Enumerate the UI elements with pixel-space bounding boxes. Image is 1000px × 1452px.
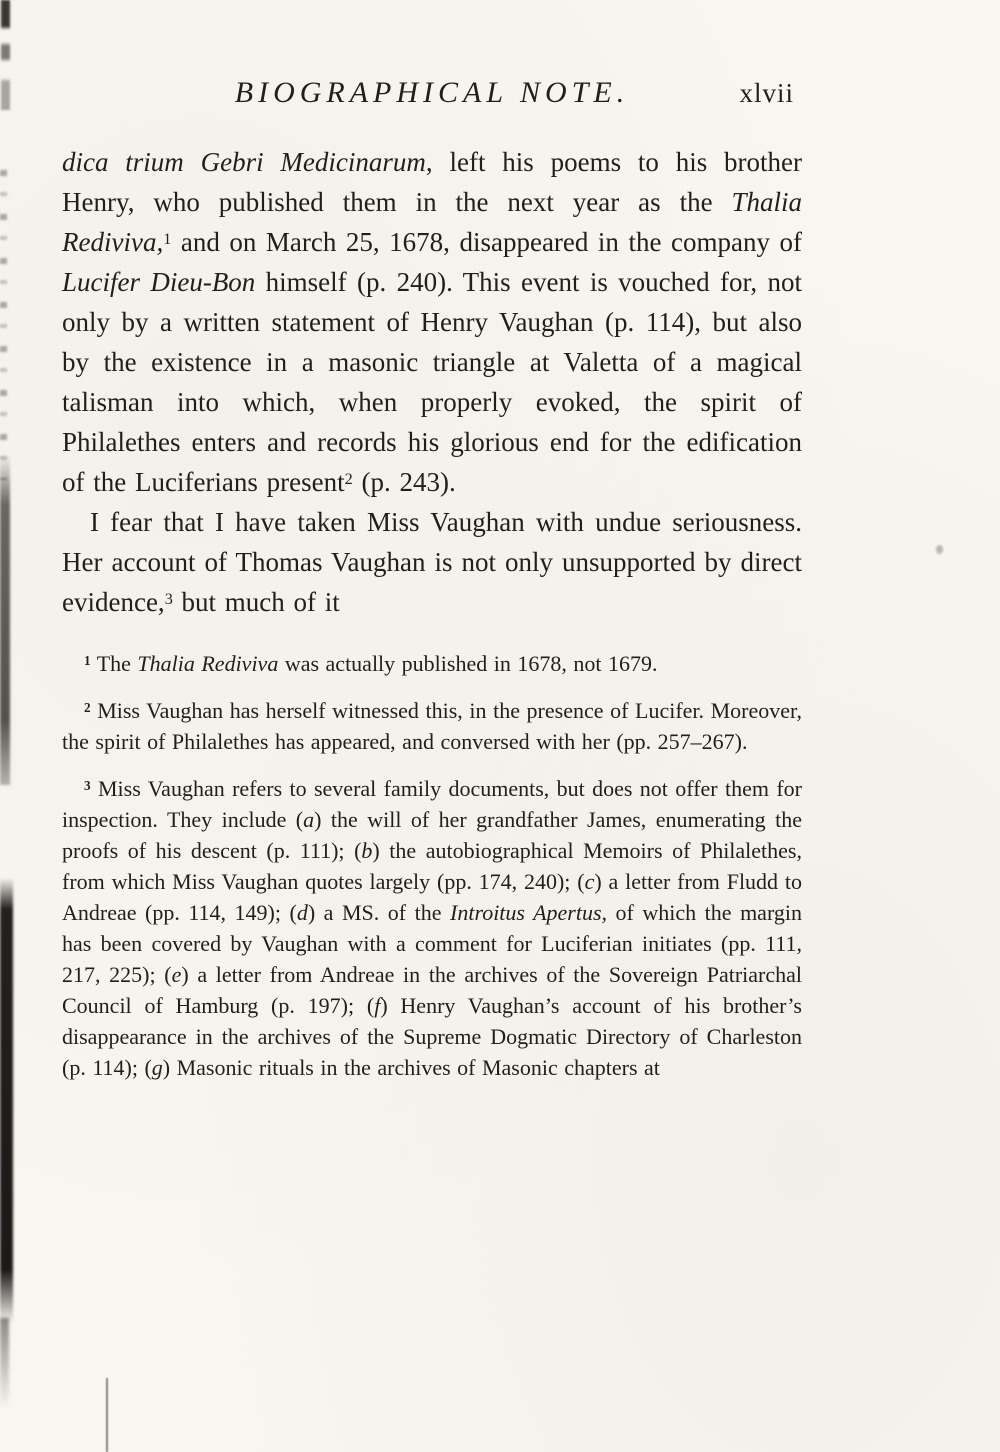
footnote-1: $^1$ The Thalia Rediviva was actually published in 1678, not 1679.: [84, 651, 658, 676]
body-paragraph-1: dica trium Gebri Medicinarum, left his poems to his brother Henry, who published them in the next year as the Thalia Rediviva,$^1$ and on March 25, 1678, disappeared in the company of Lucifer Dieu-Bon himself (p. 240). This event is vouched for, not only by a written statement of Henry Vaughan (p. 114), but also by the existence in a masonic triangle at Valetta of a magical talisman into which, when properly evoked, the spirit of Philalethes enters and records his glorious end for the edification of the Luciferians present$^2$ (p. 243).: [62, 147, 802, 497]
running-head: [62, 70, 802, 116]
footnote-3: $^3$ Miss Vaughan refers to several family documents, but does not offer them for inspection. They include (a) the will of her grandfather James, enumerating the proofs of his descent (p. 111); (b) the autobiographical Memoirs of Philalethes, from which Miss Vaughan quotes largely (pp. 174, 240); (c) a letter from Fludd to Andreae (pp. 114, 149); (d) a MS. of the Introitus Apertus, of which the margin has been covered by Vaughan with a comment for Luciferian initiates (pp. 111, 217, 225); (e) a letter from Andreae in the archives of the Sovereign Patriarchal Council of Hamburg (p. 197); (f) Henry Vaughan’s account of his brother’s disappearance in the archives of the Supreme Dogmatic Directory of Charleston (p. 114); (g) Masonic rituals in the archives of Masonic chapters at: [62, 776, 803, 1080]
scan-edge-smudge-middle: [0, 455, 10, 785]
page-content: [62, 70, 802, 1099]
footnotes: [62, 648, 802, 1083]
scan-edge-smudge-top: [1, 0, 10, 110]
page-number: xlvii: [739, 78, 794, 108]
scan-spot: [936, 545, 943, 554]
footnote-2: $^2$ Miss Vaughan has herself witnessed this, in the presence of Lucifer. Moreover, the spirit of Philalethes has appeared, and conversed with her (pp. 257–267).: [62, 698, 802, 754]
scan-edge-speckles: [0, 170, 7, 480]
page-title: BIOGRAPHICAL NOTE.: [234, 76, 630, 109]
body-text: [62, 142, 802, 622]
scan-edge-smudge-dark: [0, 878, 13, 1323]
scan-edge-smudge-fade: [0, 1318, 9, 1408]
scan-crease: [106, 1378, 108, 1452]
body-paragraph-2: I fear that I have taken Miss Vaughan with undue seriousness. Her account of Thomas Vaughan is not only unsupported by direct evidence,$^3$ but much of it: [62, 507, 802, 617]
